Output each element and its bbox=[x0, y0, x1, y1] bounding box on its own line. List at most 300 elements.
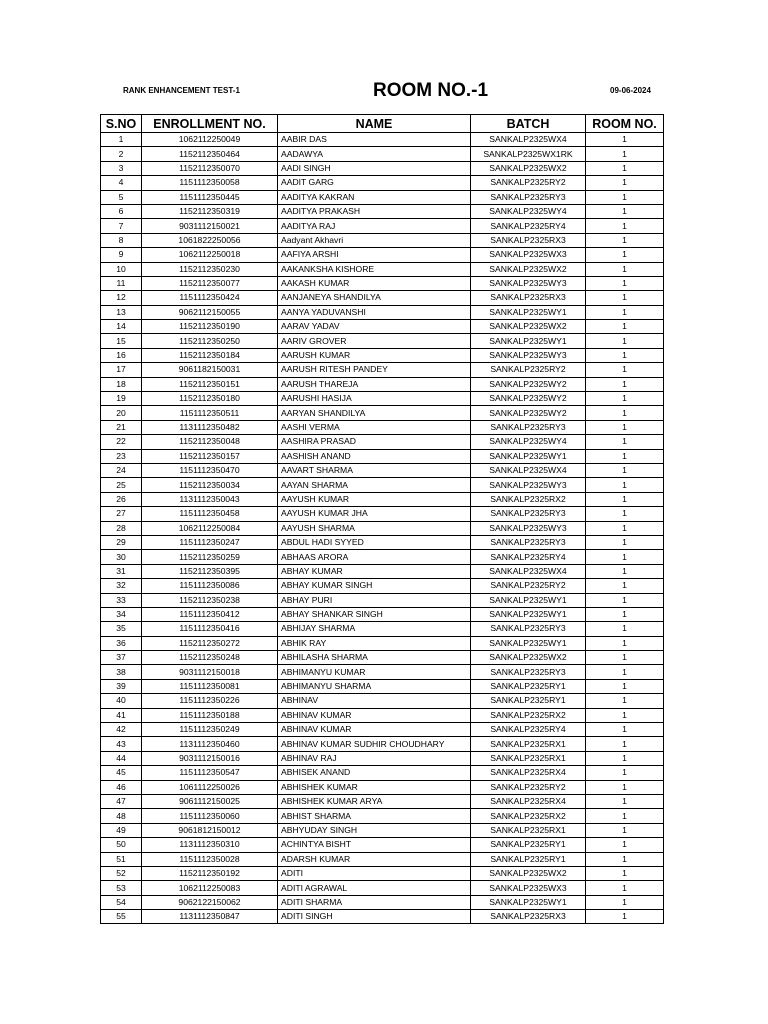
cell-room: 1 bbox=[586, 535, 664, 549]
cell-enrollment: 1131112350482 bbox=[142, 420, 278, 434]
table-row bbox=[101, 334, 664, 348]
cell-enrollment: 1152112350190 bbox=[142, 320, 278, 334]
cell-name: ABHAAS ARORA bbox=[278, 550, 471, 564]
cell-room: 1 bbox=[586, 665, 664, 679]
cell-batch: SANKALP2325WY3 bbox=[471, 348, 586, 362]
cell-batch: SANKALP2325RX3 bbox=[471, 233, 586, 247]
table-row bbox=[101, 190, 664, 204]
col-header-batch: BATCH bbox=[471, 115, 586, 133]
cell-enrollment: 9062112150055 bbox=[142, 305, 278, 319]
table-row bbox=[101, 622, 664, 636]
table-row bbox=[101, 535, 664, 549]
cell-batch: SANKALP2325RY1 bbox=[471, 852, 586, 866]
cell-name: AANJANEYA SHANDILYA bbox=[278, 291, 471, 305]
cell-name: AARAV YADAV bbox=[278, 320, 471, 334]
cell-room: 1 bbox=[586, 320, 664, 334]
cell-room: 1 bbox=[586, 377, 664, 391]
table-row bbox=[101, 593, 664, 607]
cell-name: ABHYUDAY SINGH bbox=[278, 823, 471, 837]
table-row bbox=[101, 262, 664, 276]
cell-sno: 17 bbox=[101, 363, 142, 377]
table-row bbox=[101, 895, 664, 909]
cell-room: 1 bbox=[586, 392, 664, 406]
cell-enrollment: 1151112350511 bbox=[142, 406, 278, 420]
cell-name: AAKASH KUMAR bbox=[278, 276, 471, 290]
cell-enrollment: 9031112150021 bbox=[142, 219, 278, 233]
cell-batch: SANKALP2325WX4 bbox=[471, 133, 586, 147]
cell-sno: 16 bbox=[101, 348, 142, 362]
table-row bbox=[101, 463, 664, 477]
table-row bbox=[101, 794, 664, 808]
cell-name: AARIV GROVER bbox=[278, 334, 471, 348]
cell-enrollment: 1151112350458 bbox=[142, 507, 278, 521]
cell-sno: 40 bbox=[101, 694, 142, 708]
cell-room: 1 bbox=[586, 291, 664, 305]
cell-enrollment: 1152112350048 bbox=[142, 435, 278, 449]
cell-enrollment: 1131112350043 bbox=[142, 492, 278, 506]
cell-enrollment: 9031112150018 bbox=[142, 665, 278, 679]
cell-room: 1 bbox=[586, 406, 664, 420]
cell-sno: 53 bbox=[101, 881, 142, 895]
cell-room: 1 bbox=[586, 219, 664, 233]
cell-room: 1 bbox=[586, 622, 664, 636]
cell-enrollment: 1151112350188 bbox=[142, 708, 278, 722]
cell-enrollment: 1151112350058 bbox=[142, 176, 278, 190]
cell-batch: SANKALP2325WX4 bbox=[471, 564, 586, 578]
cell-name: ABHAY SHANKAR SINGH bbox=[278, 607, 471, 621]
cell-room: 1 bbox=[586, 233, 664, 247]
cell-room: 1 bbox=[586, 794, 664, 808]
cell-name: ABHIK RAY bbox=[278, 636, 471, 650]
cell-name: AADI SINGH bbox=[278, 161, 471, 175]
table-row bbox=[101, 636, 664, 650]
cell-sno: 10 bbox=[101, 262, 142, 276]
cell-batch: SANKALP2325WY1 bbox=[471, 593, 586, 607]
table-row bbox=[101, 392, 664, 406]
cell-sno: 8 bbox=[101, 233, 142, 247]
cell-room: 1 bbox=[586, 723, 664, 737]
cell-name: AABIR DAS bbox=[278, 133, 471, 147]
cell-sno: 34 bbox=[101, 607, 142, 621]
cell-room: 1 bbox=[586, 737, 664, 751]
cell-room: 1 bbox=[586, 276, 664, 290]
cell-enrollment: 1152112350230 bbox=[142, 262, 278, 276]
cell-sno: 39 bbox=[101, 679, 142, 693]
cell-name: AAYUSH KUMAR JHA bbox=[278, 507, 471, 521]
col-header-sno: S.NO bbox=[101, 115, 142, 133]
cell-name: ACHINTYA BISHT bbox=[278, 838, 471, 852]
cell-batch: SANKALP2325RY2 bbox=[471, 363, 586, 377]
table-row bbox=[101, 161, 664, 175]
col-header-name: NAME bbox=[278, 115, 471, 133]
cell-sno: 18 bbox=[101, 377, 142, 391]
table-row bbox=[101, 910, 664, 924]
cell-sno: 55 bbox=[101, 910, 142, 924]
cell-enrollment: 1061822250056 bbox=[142, 233, 278, 247]
header-row bbox=[101, 115, 664, 133]
cell-batch: SANKALP2325WX4 bbox=[471, 463, 586, 477]
cell-enrollment: 1151112350086 bbox=[142, 579, 278, 593]
cell-name: AAVART SHARMA bbox=[278, 463, 471, 477]
table-row bbox=[101, 550, 664, 564]
cell-enrollment: 1152112350077 bbox=[142, 276, 278, 290]
cell-name: AADITYA RAJ bbox=[278, 219, 471, 233]
cell-batch: SANKALP2325RX3 bbox=[471, 291, 586, 305]
cell-batch: SANKALP2325WY2 bbox=[471, 392, 586, 406]
cell-sno: 27 bbox=[101, 507, 142, 521]
cell-sno: 41 bbox=[101, 708, 142, 722]
cell-name: ABHINAV bbox=[278, 694, 471, 708]
cell-enrollment: 1152112350238 bbox=[142, 593, 278, 607]
cell-batch: SANKALP2325WX3 bbox=[471, 248, 586, 262]
cell-sno: 19 bbox=[101, 392, 142, 406]
cell-batch: SANKALP2325WX2 bbox=[471, 320, 586, 334]
cell-room: 1 bbox=[586, 305, 664, 319]
cell-name: AASHISH ANAND bbox=[278, 449, 471, 463]
table-row bbox=[101, 276, 664, 290]
cell-enrollment: 9062122150062 bbox=[142, 895, 278, 909]
table-row bbox=[101, 723, 664, 737]
cell-sno: 35 bbox=[101, 622, 142, 636]
table-row bbox=[101, 320, 664, 334]
table-row bbox=[101, 823, 664, 837]
cell-enrollment: 1152112350192 bbox=[142, 866, 278, 880]
cell-sno: 2 bbox=[101, 147, 142, 161]
cell-batch: SANKALP2325WY1 bbox=[471, 607, 586, 621]
cell-name: AARYAN SHANDILYA bbox=[278, 406, 471, 420]
cell-room: 1 bbox=[586, 852, 664, 866]
cell-room: 1 bbox=[586, 161, 664, 175]
cell-enrollment: 1152112350272 bbox=[142, 636, 278, 650]
cell-enrollment: 1151112350247 bbox=[142, 535, 278, 549]
cell-room: 1 bbox=[586, 751, 664, 765]
cell-sno: 32 bbox=[101, 579, 142, 593]
table-row bbox=[101, 478, 664, 492]
table-row bbox=[101, 147, 664, 161]
cell-sno: 23 bbox=[101, 449, 142, 463]
cell-room: 1 bbox=[586, 823, 664, 837]
cell-sno: 6 bbox=[101, 204, 142, 218]
cell-batch: SANKALP2325WY3 bbox=[471, 478, 586, 492]
cell-enrollment: 1151112350547 bbox=[142, 766, 278, 780]
cell-room: 1 bbox=[586, 593, 664, 607]
cell-batch: SANKALP2325WX3 bbox=[471, 881, 586, 895]
table-row bbox=[101, 248, 664, 262]
cell-batch: SANKALP2325RY3 bbox=[471, 190, 586, 204]
cell-sno: 7 bbox=[101, 219, 142, 233]
cell-name: ABHIMANYU SHARMA bbox=[278, 679, 471, 693]
cell-enrollment: 9061812150012 bbox=[142, 823, 278, 837]
cell-enrollment: 1152112350157 bbox=[142, 449, 278, 463]
cell-enrollment: 1151112350470 bbox=[142, 463, 278, 477]
table-row bbox=[101, 233, 664, 247]
cell-sno: 9 bbox=[101, 248, 142, 262]
table-row bbox=[101, 363, 664, 377]
cell-name: AANYA YADUVANSHI bbox=[278, 305, 471, 319]
table-row bbox=[101, 881, 664, 895]
table-row bbox=[101, 291, 664, 305]
cell-enrollment: 1151112350412 bbox=[142, 607, 278, 621]
cell-batch: SANKALP2325RY3 bbox=[471, 622, 586, 636]
cell-batch: SANKALP2325WY4 bbox=[471, 204, 586, 218]
cell-enrollment: 1152112350034 bbox=[142, 478, 278, 492]
cell-batch: SANKALP2325RX2 bbox=[471, 809, 586, 823]
cell-batch: SANKALP2325WX1RK bbox=[471, 147, 586, 161]
cell-batch: SANKALP2325WY2 bbox=[471, 406, 586, 420]
table-row bbox=[101, 449, 664, 463]
cell-sno: 50 bbox=[101, 838, 142, 852]
cell-enrollment: 9031112150016 bbox=[142, 751, 278, 765]
cell-batch: SANKALP2325WY1 bbox=[471, 334, 586, 348]
cell-sno: 11 bbox=[101, 276, 142, 290]
cell-room: 1 bbox=[586, 521, 664, 535]
cell-sno: 12 bbox=[101, 291, 142, 305]
cell-room: 1 bbox=[586, 262, 664, 276]
cell-enrollment: 1131112350847 bbox=[142, 910, 278, 924]
cell-name: AAFIYA ARSHI bbox=[278, 248, 471, 262]
cell-sno: 30 bbox=[101, 550, 142, 564]
cell-batch: SANKALP2325RY3 bbox=[471, 507, 586, 521]
cell-batch: SANKALP2325RX1 bbox=[471, 737, 586, 751]
cell-name: AADIT GARG bbox=[278, 176, 471, 190]
cell-enrollment: 1152112350070 bbox=[142, 161, 278, 175]
cell-name: ABHISHEK KUMAR bbox=[278, 780, 471, 794]
cell-sno: 3 bbox=[101, 161, 142, 175]
cell-enrollment: 1151112350226 bbox=[142, 694, 278, 708]
cell-enrollment: 1151112350249 bbox=[142, 723, 278, 737]
cell-room: 1 bbox=[586, 435, 664, 449]
cell-sno: 49 bbox=[101, 823, 142, 837]
cell-batch: SANKALP2325RY3 bbox=[471, 535, 586, 549]
cell-sno: 37 bbox=[101, 651, 142, 665]
cell-enrollment: 1152112350250 bbox=[142, 334, 278, 348]
table-row bbox=[101, 492, 664, 506]
cell-name: ADITI SHARMA bbox=[278, 895, 471, 909]
table-row bbox=[101, 751, 664, 765]
cell-name: ABHINAV RAJ bbox=[278, 751, 471, 765]
cell-name: AARUSH KUMAR bbox=[278, 348, 471, 362]
cell-name: AAYAN SHARMA bbox=[278, 478, 471, 492]
table-row bbox=[101, 737, 664, 751]
cell-batch: SANKALP2325RY1 bbox=[471, 838, 586, 852]
table-row bbox=[101, 406, 664, 420]
cell-enrollment: 1151112350416 bbox=[142, 622, 278, 636]
cell-enrollment: 1061112250026 bbox=[142, 780, 278, 794]
table-row bbox=[101, 176, 664, 190]
cell-sno: 48 bbox=[101, 809, 142, 823]
cell-name: ABHAY PURI bbox=[278, 593, 471, 607]
cell-batch: SANKALP2325RY4 bbox=[471, 219, 586, 233]
cell-enrollment: 1152112350259 bbox=[142, 550, 278, 564]
cell-batch: SANKALP2325WY1 bbox=[471, 895, 586, 909]
cell-name: AARUSH THAREJA bbox=[278, 377, 471, 391]
cell-sno: 36 bbox=[101, 636, 142, 650]
cell-room: 1 bbox=[586, 550, 664, 564]
cell-enrollment: 9061182150031 bbox=[142, 363, 278, 377]
cell-enrollment: 1151112350081 bbox=[142, 679, 278, 693]
cell-name: AAKANKSHA KISHORE bbox=[278, 262, 471, 276]
cell-enrollment: 1152112350248 bbox=[142, 651, 278, 665]
cell-batch: SANKALP2325RY1 bbox=[471, 694, 586, 708]
cell-name: AAYUSH SHARMA bbox=[278, 521, 471, 535]
cell-sno: 44 bbox=[101, 751, 142, 765]
cell-enrollment: 1151112350445 bbox=[142, 190, 278, 204]
cell-room: 1 bbox=[586, 449, 664, 463]
cell-sno: 14 bbox=[101, 320, 142, 334]
cell-name: ABHINAV KUMAR bbox=[278, 708, 471, 722]
cell-batch: SANKALP2325WY1 bbox=[471, 305, 586, 319]
cell-sno: 42 bbox=[101, 723, 142, 737]
cell-name: Aadyant Akhavri bbox=[278, 233, 471, 247]
table-row bbox=[101, 435, 664, 449]
cell-sno: 22 bbox=[101, 435, 142, 449]
cell-sno: 33 bbox=[101, 593, 142, 607]
cell-room: 1 bbox=[586, 607, 664, 621]
cell-enrollment: 1152112350180 bbox=[142, 392, 278, 406]
cell-batch: SANKALP2325WY1 bbox=[471, 449, 586, 463]
cell-batch: SANKALP2325WY4 bbox=[471, 435, 586, 449]
cell-enrollment: 1062112250084 bbox=[142, 521, 278, 535]
cell-sno: 46 bbox=[101, 780, 142, 794]
cell-enrollment: 1151112350424 bbox=[142, 291, 278, 305]
cell-name: ABHAY KUMAR SINGH bbox=[278, 579, 471, 593]
cell-sno: 28 bbox=[101, 521, 142, 535]
cell-sno: 4 bbox=[101, 176, 142, 190]
table-row bbox=[101, 665, 664, 679]
cell-enrollment: 1152112350319 bbox=[142, 204, 278, 218]
table-row bbox=[101, 564, 664, 578]
cell-name: AADITYA KAKRAN bbox=[278, 190, 471, 204]
table-row bbox=[101, 521, 664, 535]
table-row bbox=[101, 219, 664, 233]
cell-sno: 54 bbox=[101, 895, 142, 909]
cell-enrollment: 1062112250018 bbox=[142, 248, 278, 262]
cell-batch: SANKALP2325WX2 bbox=[471, 866, 586, 880]
cell-room: 1 bbox=[586, 910, 664, 924]
cell-name: ABHILASHA SHARMA bbox=[278, 651, 471, 665]
cell-batch: SANKALP2325RX2 bbox=[471, 492, 586, 506]
table-row bbox=[101, 809, 664, 823]
table-row bbox=[101, 305, 664, 319]
cell-batch: SANKALP2325RX1 bbox=[471, 751, 586, 765]
col-header-room: ROOM NO. bbox=[586, 115, 664, 133]
seating-table bbox=[100, 114, 664, 924]
cell-name: ABHIMANYU KUMAR bbox=[278, 665, 471, 679]
cell-batch: SANKALP2325RY2 bbox=[471, 579, 586, 593]
cell-sno: 31 bbox=[101, 564, 142, 578]
cell-name: ABHAY KUMAR bbox=[278, 564, 471, 578]
cell-batch: SANKALP2325RX3 bbox=[471, 910, 586, 924]
exam-date: 09-06-2024 bbox=[610, 86, 651, 95]
cell-batch: SANKALP2325WX2 bbox=[471, 651, 586, 665]
table-row bbox=[101, 866, 664, 880]
cell-sno: 13 bbox=[101, 305, 142, 319]
cell-room: 1 bbox=[586, 579, 664, 593]
cell-sno: 43 bbox=[101, 737, 142, 751]
cell-enrollment: 1131112350310 bbox=[142, 838, 278, 852]
cell-room: 1 bbox=[586, 809, 664, 823]
cell-room: 1 bbox=[586, 564, 664, 578]
cell-enrollment: 1152112350151 bbox=[142, 377, 278, 391]
cell-batch: SANKALP2325RX2 bbox=[471, 708, 586, 722]
cell-enrollment: 1131112350460 bbox=[142, 737, 278, 751]
cell-name: ABHINAV KUMAR SUDHIR CHOUDHARY bbox=[278, 737, 471, 751]
table-row bbox=[101, 780, 664, 794]
cell-batch: SANKALP2325WY2 bbox=[471, 377, 586, 391]
cell-name: ABHISEK ANAND bbox=[278, 766, 471, 780]
cell-batch: SANKALP2325RY3 bbox=[471, 665, 586, 679]
cell-room: 1 bbox=[586, 636, 664, 650]
table-row bbox=[101, 133, 664, 147]
cell-batch: SANKALP2325RY4 bbox=[471, 723, 586, 737]
cell-room: 1 bbox=[586, 147, 664, 161]
cell-batch: SANKALP2325RY4 bbox=[471, 550, 586, 564]
cell-sno: 45 bbox=[101, 766, 142, 780]
cell-batch: SANKALP2325RY1 bbox=[471, 679, 586, 693]
cell-sno: 52 bbox=[101, 866, 142, 880]
cell-enrollment: 1152112350464 bbox=[142, 147, 278, 161]
cell-room: 1 bbox=[586, 204, 664, 218]
cell-sno: 47 bbox=[101, 794, 142, 808]
cell-room: 1 bbox=[586, 694, 664, 708]
cell-room: 1 bbox=[586, 334, 664, 348]
cell-room: 1 bbox=[586, 679, 664, 693]
cell-room: 1 bbox=[586, 248, 664, 262]
table-row bbox=[101, 708, 664, 722]
cell-enrollment: 9061112150025 bbox=[142, 794, 278, 808]
cell-sno: 1 bbox=[101, 133, 142, 147]
cell-room: 1 bbox=[586, 838, 664, 852]
cell-batch: SANKALP2325RY3 bbox=[471, 420, 586, 434]
cell-batch: SANKALP2325RY2 bbox=[471, 780, 586, 794]
table-row bbox=[101, 607, 664, 621]
table-row bbox=[101, 852, 664, 866]
cell-name: ABHIST SHARMA bbox=[278, 809, 471, 823]
cell-batch: SANKALP2325RY2 bbox=[471, 176, 586, 190]
cell-room: 1 bbox=[586, 780, 664, 794]
cell-batch: SANKALP2325WY3 bbox=[471, 521, 586, 535]
table-row bbox=[101, 348, 664, 362]
cell-name: ADITI bbox=[278, 866, 471, 880]
test-name: RANK ENHANCEMENT TEST-1 bbox=[123, 86, 240, 95]
cell-room: 1 bbox=[586, 708, 664, 722]
cell-sno: 29 bbox=[101, 535, 142, 549]
cell-enrollment: 1152112350395 bbox=[142, 564, 278, 578]
cell-room: 1 bbox=[586, 507, 664, 521]
cell-room: 1 bbox=[586, 881, 664, 895]
cell-name: AADITYA PRAKASH bbox=[278, 204, 471, 218]
cell-room: 1 bbox=[586, 348, 664, 362]
cell-sno: 21 bbox=[101, 420, 142, 434]
cell-room: 1 bbox=[586, 651, 664, 665]
cell-enrollment: 1151112350028 bbox=[142, 852, 278, 866]
cell-name: AARUSH RITESH PANDEY bbox=[278, 363, 471, 377]
table-row bbox=[101, 766, 664, 780]
table-body bbox=[101, 133, 664, 924]
table-row bbox=[101, 420, 664, 434]
cell-name: AASHIRA PRASAD bbox=[278, 435, 471, 449]
cell-room: 1 bbox=[586, 463, 664, 477]
cell-batch: SANKALP2325RX1 bbox=[471, 823, 586, 837]
cell-sno: 51 bbox=[101, 852, 142, 866]
table-row bbox=[101, 694, 664, 708]
cell-name: AAYUSH KUMAR bbox=[278, 492, 471, 506]
cell-sno: 24 bbox=[101, 463, 142, 477]
cell-name: AASHI VERMA bbox=[278, 420, 471, 434]
cell-enrollment: 1151112350060 bbox=[142, 809, 278, 823]
cell-name: ABHISHEK KUMAR ARYA bbox=[278, 794, 471, 808]
cell-name: ABDUL HADI SYYED bbox=[278, 535, 471, 549]
